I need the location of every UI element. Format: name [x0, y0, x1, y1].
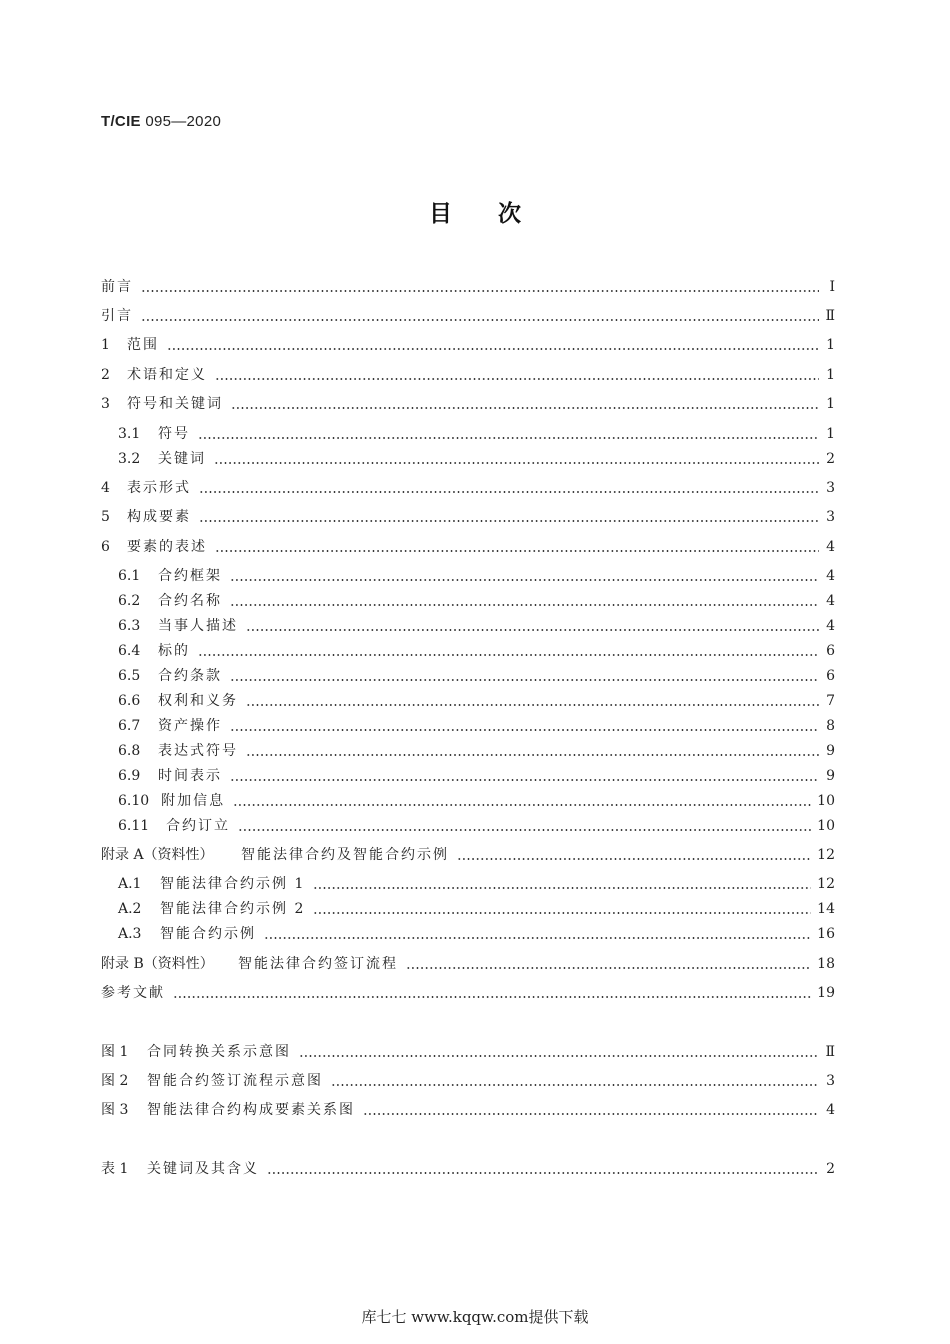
toc-entry-page: 1 — [826, 367, 835, 383]
toc-entry-number: 3 — [101, 396, 110, 412]
toc-entry-page: 9 — [826, 768, 835, 784]
toc-leader-dots — [215, 550, 819, 552]
toc-entry-label: 合约名称 — [158, 593, 222, 609]
toc-entry-number: 6.7 — [118, 718, 141, 734]
toc-leader-dots — [457, 858, 811, 860]
toc-entry-number: 6.1 — [118, 568, 141, 584]
toc-leader-dots — [299, 1055, 819, 1057]
standard-code-prefix: T/CIE — [101, 113, 141, 130]
toc-entry-page: 9 — [826, 743, 835, 759]
toc-entry-page: 2 — [826, 1161, 835, 1177]
toc-entry-number: 6.9 — [118, 768, 141, 784]
toc-entry-number: 5 — [101, 509, 110, 525]
toc-entry[interactable] — [118, 563, 835, 585]
toc-entry[interactable] — [101, 1097, 835, 1119]
toc-leader-dots — [230, 679, 819, 681]
toc-entry-label: 合约条款 — [158, 668, 222, 684]
toc-entry[interactable] — [101, 534, 835, 556]
toc-entry-page: 19 — [817, 985, 835, 1001]
toc-entry-label: 附加信息 — [161, 793, 226, 809]
toc-entry[interactable] — [118, 446, 835, 468]
toc-entry-page: 6 — [826, 643, 835, 659]
toc-entry[interactable] — [118, 421, 835, 443]
toc-entry-page: 4 — [826, 1102, 835, 1118]
toc-leader-dots — [313, 912, 811, 914]
toc-leader-dots — [199, 520, 819, 522]
toc-entry-number: 3.2 — [118, 451, 141, 467]
toc-entry[interactable] — [118, 663, 835, 685]
footer-watermark: 库七七 www.kqqw.com提供下载 — [361, 1308, 589, 1326]
toc-entry-number: 附录 B（资料性） — [101, 956, 214, 972]
toc-entry-number: 6.4 — [118, 643, 141, 659]
toc-entry-number: 6.11 — [118, 818, 150, 834]
page-title: 目次 — [429, 201, 567, 227]
toc-leader-dots — [406, 967, 811, 969]
toc-entry[interactable] — [101, 1156, 835, 1178]
toc-entry-label: 表达式符号 — [158, 743, 238, 759]
toc-entry-number: 6.2 — [118, 593, 141, 609]
toc-entry[interactable] — [101, 303, 835, 325]
toc-entry-number: 图 3 — [101, 1102, 129, 1118]
toc-leader-dots — [141, 290, 819, 292]
toc-entry[interactable] — [118, 613, 835, 635]
toc-entry-label: 表示形式 — [127, 480, 191, 496]
toc-entry-number: 表 1 — [101, 1161, 129, 1177]
toc-entry-page: 4 — [826, 593, 835, 609]
toc-entry-label: 合同转换关系示意图 — [147, 1044, 291, 1060]
toc-leader-dots — [173, 996, 811, 998]
toc-entry-label: 当事人描述 — [158, 618, 238, 634]
toc-leader-dots — [264, 937, 811, 939]
toc-entry[interactable] — [118, 638, 835, 660]
toc-entry-label: 智能法律合约构成要素关系图 — [147, 1102, 355, 1118]
toc-entry-page: 1 — [826, 426, 835, 442]
toc-entry-label: 关键词 — [158, 451, 206, 467]
toc-entry-number: A.2 — [118, 901, 142, 917]
toc-entry[interactable] — [101, 274, 835, 296]
toc-entry-number: 2 — [101, 367, 110, 383]
toc-leader-dots — [230, 604, 819, 606]
toc-entry-label: 范围 — [127, 337, 159, 353]
toc-entry-number: 6.3 — [118, 618, 141, 634]
toc-leader-dots — [313, 887, 811, 889]
toc-entry-page: Ⅱ — [825, 1044, 835, 1060]
toc-leader-dots — [214, 462, 819, 464]
toc-entry[interactable] — [118, 588, 835, 610]
toc-entry-page: 4 — [826, 539, 835, 555]
toc-entry-number: A.3 — [118, 926, 142, 942]
toc-entry-page: 10 — [817, 818, 835, 834]
toc-entry-label: 关键词及其含义 — [147, 1161, 259, 1177]
toc-entry[interactable] — [118, 688, 835, 710]
toc-entry-page: Ⅰ — [829, 279, 835, 295]
toc-entry[interactable] — [118, 871, 835, 893]
toc-leader-dots — [215, 378, 819, 380]
toc-entry[interactable] — [101, 842, 835, 864]
toc-entry-label: 前言 — [101, 279, 133, 295]
toc-entry-page: 12 — [817, 847, 835, 863]
toc-entry-number: 图 1 — [101, 1044, 129, 1060]
toc-leader-dots — [230, 779, 819, 781]
toc-entry-label: 合约订立 — [166, 818, 230, 834]
toc-entry[interactable] — [118, 763, 835, 785]
toc-entry-page: 1 — [826, 396, 835, 412]
toc-entry-label: 标的 — [158, 643, 190, 659]
toc-entry-page: 4 — [826, 568, 835, 584]
toc-leader-dots — [331, 1084, 819, 1086]
toc-entry-label: 时间表示 — [158, 768, 222, 784]
toc-entry-label: 符号和关键词 — [127, 396, 223, 412]
toc-leader-dots — [230, 729, 819, 731]
toc-entry-page: 7 — [826, 693, 835, 709]
toc-entry-number: 3.1 — [118, 426, 141, 442]
toc-entry-number: 图 2 — [101, 1073, 129, 1089]
toc-entry-label: 构成要素 — [127, 509, 191, 525]
toc-entry-label: 智能法律合约示例 2 — [160, 901, 306, 917]
toc-entry-page: 18 — [817, 956, 835, 972]
toc-entry-number: 6.10 — [118, 793, 150, 809]
toc-entry-label: 术语和定义 — [127, 367, 207, 383]
toc-entry-label: 符号 — [158, 426, 190, 442]
toc-entry[interactable] — [118, 738, 835, 760]
toc-entry-page: Ⅱ — [825, 308, 835, 324]
toc-entry[interactable] — [118, 813, 835, 835]
toc-entry-page: 6 — [826, 668, 835, 684]
toc-leader-dots — [198, 654, 819, 656]
toc-leader-dots — [238, 829, 811, 831]
toc-entry-label: 权利和义务 — [158, 693, 238, 709]
toc-entry[interactable] — [118, 713, 835, 735]
toc-entry-label: 合约框架 — [158, 568, 222, 584]
toc-entry[interactable] — [101, 1068, 835, 1090]
toc-entry[interactable] — [101, 980, 835, 1002]
toc-entry-number: A.1 — [118, 876, 142, 892]
toc-entry-number: 6.8 — [118, 743, 141, 759]
toc-entry-page: 16 — [817, 926, 835, 942]
toc-entry-label: 要素的表述 — [127, 539, 207, 555]
toc-leader-dots — [246, 754, 819, 756]
toc-entry[interactable] — [101, 475, 835, 497]
toc-entry-number: 1 — [101, 337, 110, 353]
toc-entry-label: 引言 — [101, 308, 133, 324]
toc-leader-dots — [267, 1172, 819, 1174]
toc-entry-label: 智能法律合约及智能合约示例 — [241, 847, 449, 863]
toc-entry-page: 4 — [826, 618, 835, 634]
toc-leader-dots — [233, 804, 811, 806]
toc-entry-number: 6.5 — [118, 668, 141, 684]
toc-entry-number: 6 — [101, 539, 110, 555]
toc-leader-dots — [363, 1113, 819, 1115]
toc-entry-number: 附录 A（资料性） — [101, 847, 214, 863]
toc-entry[interactable] — [101, 951, 835, 973]
toc-entry[interactable] — [101, 504, 835, 526]
toc-entry-page: 3 — [826, 509, 835, 525]
toc-leader-dots — [167, 348, 819, 350]
toc-entry[interactable] — [118, 921, 835, 943]
toc-entry[interactable] — [101, 362, 835, 384]
toc-entry-number: 4 — [101, 480, 110, 496]
toc-entry[interactable] — [101, 332, 835, 354]
toc-entry[interactable] — [101, 391, 835, 413]
toc-leader-dots — [246, 629, 819, 631]
toc-entry[interactable] — [101, 1039, 835, 1061]
toc-entry[interactable] — [118, 788, 835, 810]
toc-entry-page: 10 — [817, 793, 835, 809]
toc-entry-page: 14 — [817, 901, 835, 917]
toc-entry[interactable] — [118, 896, 835, 918]
toc-leader-dots — [198, 437, 819, 439]
toc-entry-page: 8 — [826, 718, 835, 734]
toc-leader-dots — [246, 704, 819, 706]
toc-entry-label: 参考文献 — [101, 985, 165, 1001]
toc-entry-page: 2 — [826, 451, 835, 467]
toc-leader-dots — [141, 319, 819, 321]
toc-entry-page: 3 — [826, 1073, 835, 1089]
toc-entry-page: 12 — [817, 876, 835, 892]
toc-leader-dots — [199, 491, 819, 493]
toc-entry-label: 资产操作 — [158, 718, 222, 734]
toc-leader-dots — [230, 579, 819, 581]
toc-entry-label: 智能法律合约示例 1 — [160, 876, 306, 892]
toc-entry-label: 智能法律合约签订流程 — [238, 956, 398, 972]
toc-leader-dots — [231, 407, 819, 409]
toc-entry-label: 智能合约示例 — [160, 926, 256, 942]
toc-entry-page: 3 — [826, 480, 835, 496]
standard-code-number: 095—2020 — [145, 113, 222, 130]
toc-entry-label: 智能合约签订流程示意图 — [147, 1073, 323, 1089]
toc-entry-number: 6.6 — [118, 693, 141, 709]
toc-entry-page: 1 — [826, 337, 835, 353]
